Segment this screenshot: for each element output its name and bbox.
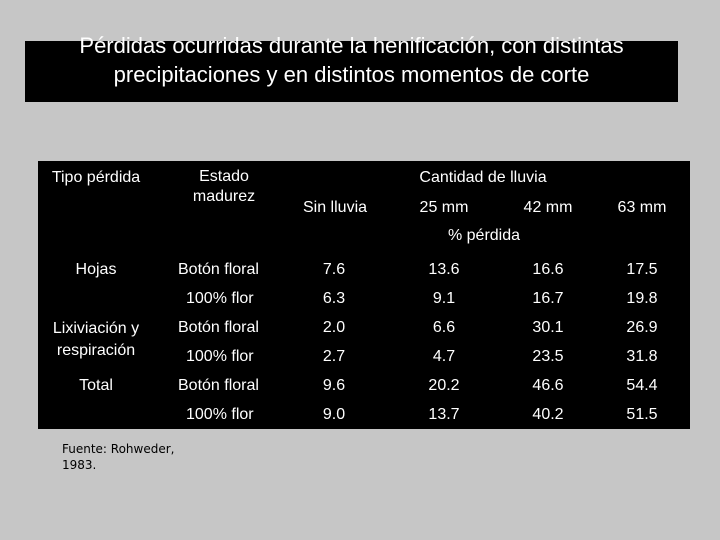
header-rain-col-2: 42 mm xyxy=(523,199,573,216)
header-cantidad-lluvia: Cantidad de lluvia xyxy=(419,169,547,186)
table-cell: 20.2 xyxy=(428,377,460,394)
row-estado: 100% flor xyxy=(186,290,254,307)
row-estado: 100% flor xyxy=(186,406,254,423)
table-cell: 9.6 xyxy=(322,377,346,394)
row-estado: Botón floral xyxy=(178,319,259,336)
table-cell: 40.2 xyxy=(532,406,564,423)
table-cell: 13.7 xyxy=(428,406,460,423)
header-tipo-perdida: Tipo pérdida xyxy=(51,169,141,186)
table-cell: 13.6 xyxy=(428,261,460,278)
row-estado: Botón floral xyxy=(178,377,259,394)
table-cell: 54.4 xyxy=(626,377,658,394)
table-cell: 16.7 xyxy=(532,290,564,307)
table-cell: 17.5 xyxy=(626,261,658,278)
group-tipo-total: Total xyxy=(79,377,113,394)
header-rain-col-0: Sin lluvia xyxy=(302,199,368,216)
table-cell: 9.0 xyxy=(322,406,346,423)
table-cell: 46.6 xyxy=(532,377,564,394)
table-cell: 2.0 xyxy=(322,319,346,336)
table-cell: 7.6 xyxy=(322,261,346,278)
table-cell: 31.8 xyxy=(626,348,658,365)
table-cell: 23.5 xyxy=(532,348,564,365)
table-cell: 51.5 xyxy=(626,406,658,423)
table-cell: 16.6 xyxy=(532,261,564,278)
table-cell: 9.1 xyxy=(432,290,456,307)
source-footnote: Fuente: Rohweder, 1983. xyxy=(62,442,175,472)
group-tipo-lixiviacion: Lixiviación y respiración xyxy=(52,320,140,359)
unit-label: % pérdida xyxy=(447,227,521,244)
table-cell: 26.9 xyxy=(626,319,658,336)
header-rain-col-1: 25 mm xyxy=(419,199,469,216)
header-rain-col-3: 63 mm xyxy=(617,199,667,216)
table-cell: 30.1 xyxy=(532,319,564,336)
loss-table xyxy=(38,161,690,429)
table-cell: 6.3 xyxy=(322,290,346,307)
table-cell: 6.6 xyxy=(432,319,456,336)
row-estado: Botón floral xyxy=(178,261,259,278)
group-tipo-hojas: Hojas xyxy=(75,261,117,278)
table-cell: 2.7 xyxy=(322,348,346,365)
table-cell: 19.8 xyxy=(626,290,658,307)
slide-title: Pérdidas ocurridas durante la henificación, con distintas precipitaciones y en distintos momentos de corte xyxy=(79,33,624,87)
table-cell: 4.7 xyxy=(432,348,456,365)
header-estado-madurez: Estado madurez xyxy=(192,168,256,205)
row-estado: 100% flor xyxy=(186,348,254,365)
